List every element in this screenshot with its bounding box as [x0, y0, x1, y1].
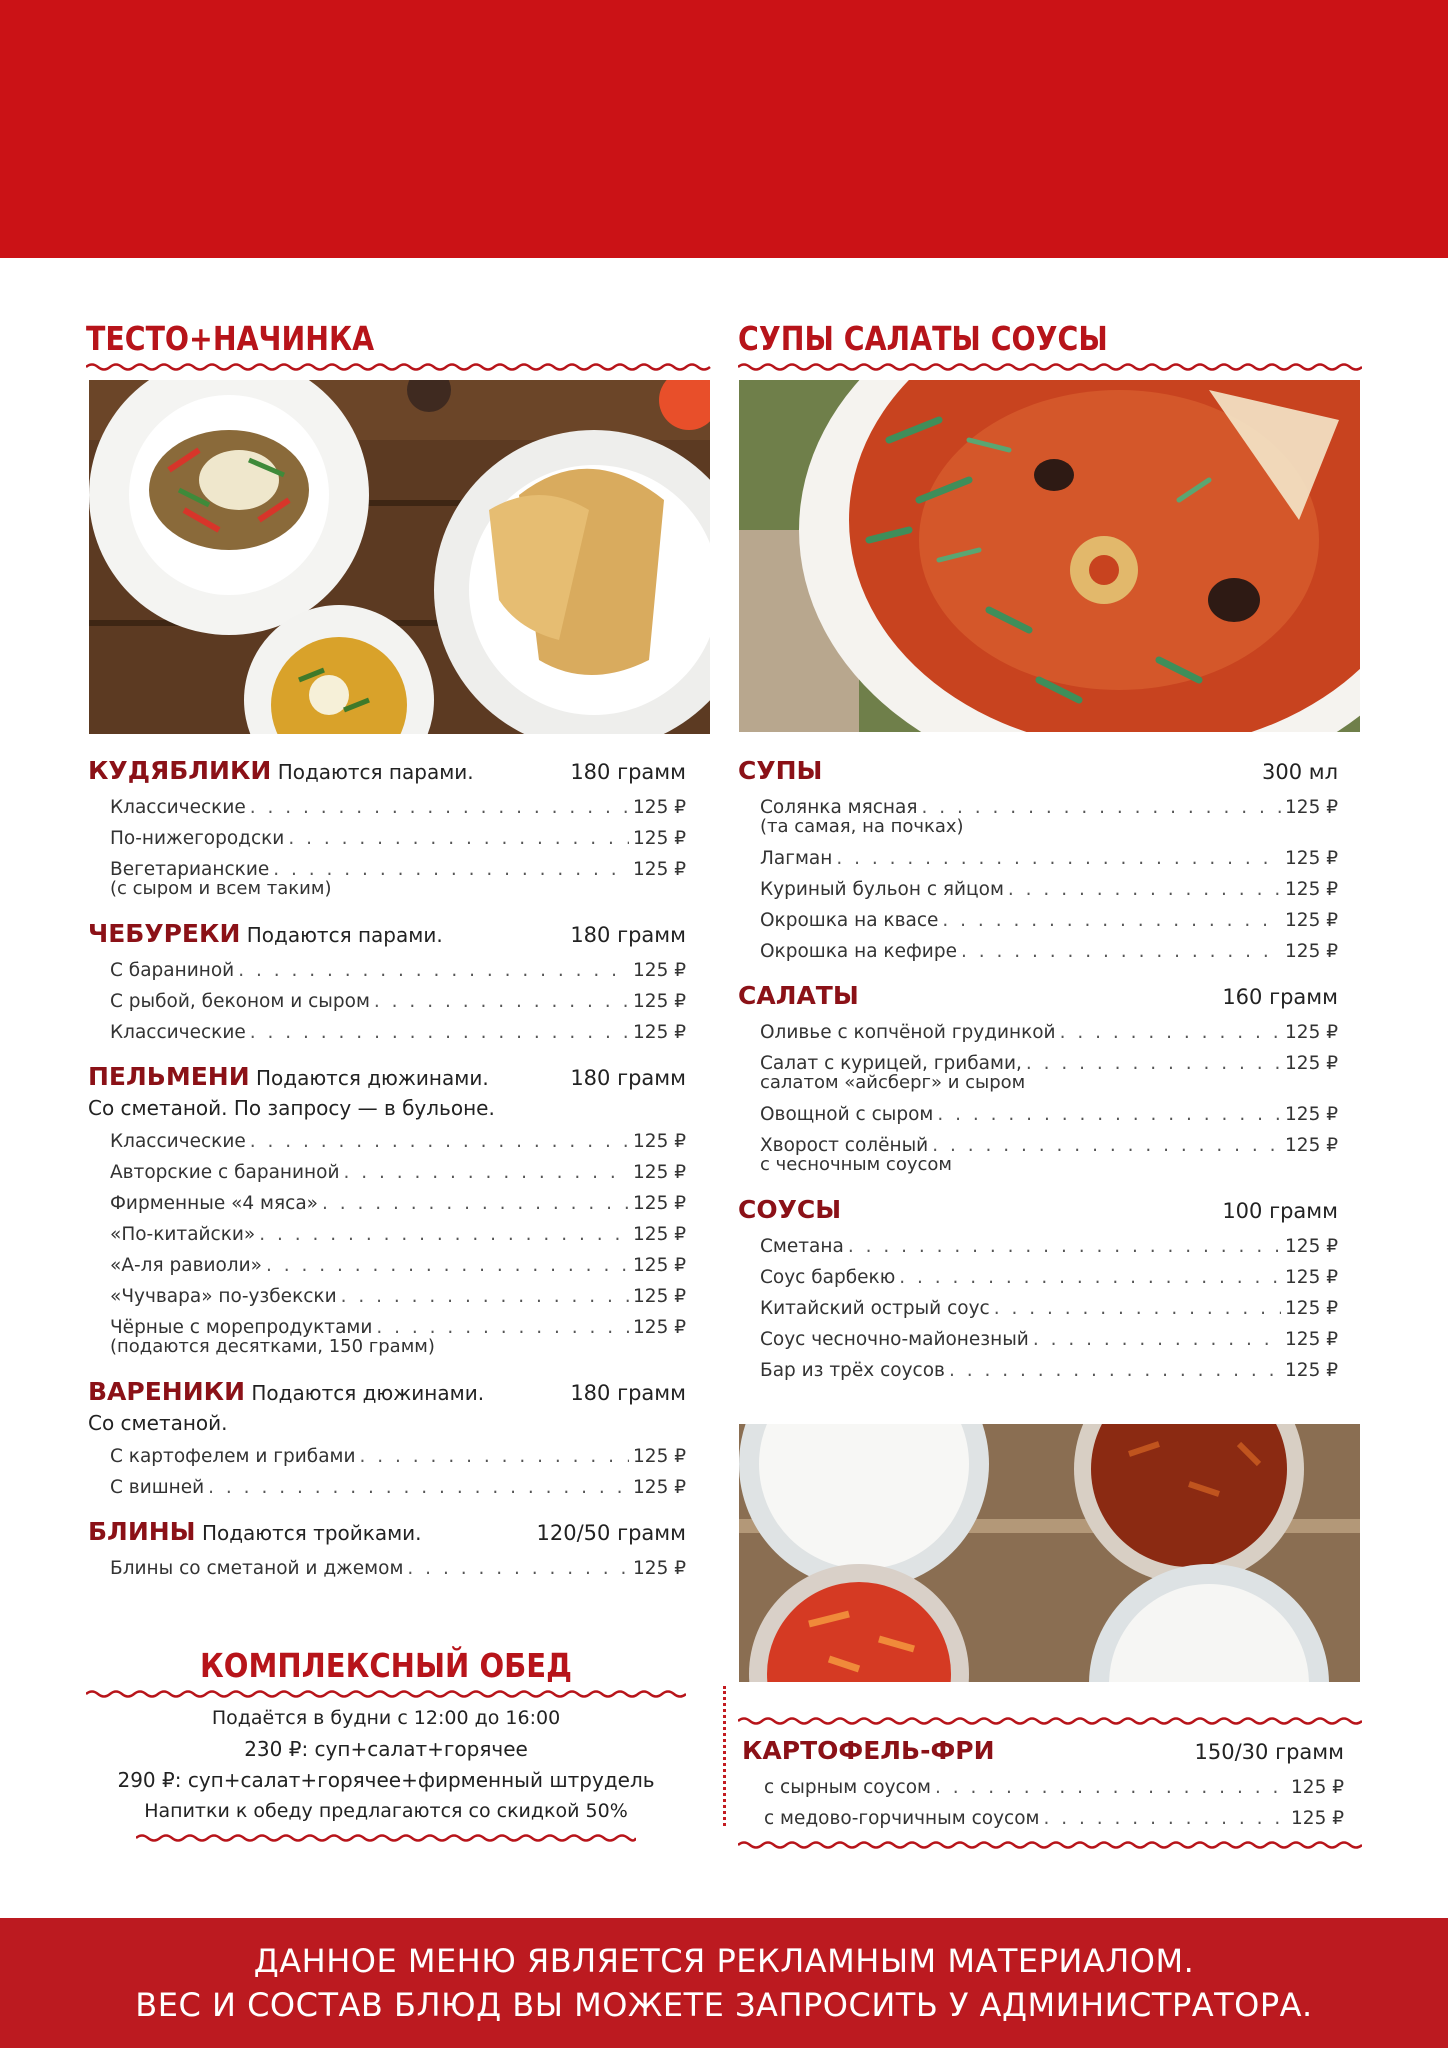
menu-item: Классические . . . 125 ₽	[88, 1126, 686, 1157]
complex-lunch-box	[86, 1645, 686, 1843]
menu-item: Сметана . . . 125 ₽	[738, 1231, 1338, 1262]
menu-item: Солянка мясная . . . 125 ₽	[738, 792, 1338, 823]
category-weight: 150/30 грамм	[1194, 1740, 1344, 1764]
category-note: Подаются дюжинами.	[251, 1381, 485, 1405]
menu-item: Классические . . . 125 ₽	[88, 792, 686, 823]
lunch-option-1	[86, 1734, 686, 1765]
menu-item: С картофелем и грибами . . . 125 ₽	[88, 1441, 686, 1472]
left-column	[86, 318, 711, 372]
menu-item: Авторские с бараниной . . . 125 ₽	[88, 1157, 686, 1188]
right-column	[738, 318, 1362, 372]
category-note: Подаются парами.	[246, 923, 443, 947]
menu-item: С вишней . . . 125 ₽	[88, 1472, 686, 1503]
footer-line-2: ВЕС И СОСТАВ БЛЮД ВЫ МОЖЕТЕ ЗАПРОСИТЬ У АДМИНИСТРАТОРА.	[135, 1986, 1313, 2024]
category-name: СУПЫ	[738, 756, 823, 785]
category-weight: 180 грамм	[570, 1066, 686, 1090]
category-weight: 160 грамм	[1222, 985, 1338, 1009]
category-name: ПЕЛЬМЕНИ	[88, 1062, 250, 1091]
menu-item-note: (та самая, на почках)	[760, 816, 964, 837]
category-subtitle: Со сметаной.	[88, 1411, 228, 1435]
menu-item: Вегетарианские . . . 125 ₽	[88, 854, 686, 885]
menu-item: Окрошка на кефире . . . 125 ₽	[738, 936, 1338, 967]
category-name: КУДЯБЛИКИ	[88, 756, 272, 785]
menu-item: Китайский острый соус . . . 125 ₽	[738, 1293, 1338, 1324]
menu-item: Салат с курицей, грибами, . . . 125 ₽	[738, 1048, 1338, 1079]
menu-item: Фирменные «4 мяса» . . . 125 ₽	[88, 1188, 686, 1219]
category-name: ЧЕБУРЕКИ	[88, 919, 241, 948]
title-wave-divider	[738, 362, 1362, 372]
category-name: СОУСЫ	[738, 1195, 842, 1224]
section-title-dough: ТЕСТО+НАЧИНКА	[86, 319, 375, 358]
category-name: КАРТОФЕЛЬ-ФРИ	[742, 1736, 995, 1765]
photo-dough-dishes	[89, 380, 710, 734]
menu-item: По-нижегородски . . . 125 ₽	[88, 823, 686, 854]
menu-item-note: (подаются десятками, 150 грамм)	[110, 1336, 435, 1357]
category-note: Подаются тройками.	[201, 1521, 422, 1545]
menu-item-note: с чесночным соусом	[760, 1154, 952, 1175]
lunch-option-2	[86, 1765, 686, 1796]
title-wave-divider	[86, 362, 711, 372]
category-weight: 300 мл	[1261, 760, 1338, 784]
footer-disclaimer	[0, 1918, 1448, 2048]
category-chebureki	[88, 919, 686, 1048]
menu-item: с медово-горчичным соусом . . . 125 ₽	[742, 1803, 1344, 1834]
lunch-drinks-note: Напитки к обеду предлагаются со скидкой 50%	[144, 1800, 628, 1822]
fries-wave-top	[738, 1716, 1362, 1726]
category-note: Подаются парами.	[277, 760, 474, 784]
lunch-desc-1: суп+салат+горячее	[314, 1737, 528, 1761]
category-name: САЛАТЫ	[738, 981, 859, 1010]
category-weight: 100 грамм	[1222, 1199, 1338, 1223]
category-weight: 180 грамм	[570, 760, 686, 784]
category-kudyabliki	[88, 756, 686, 905]
menu-item: «Чучвара» по-узбекски . . . 125 ₽	[88, 1281, 686, 1312]
menu-item: Бар из трёх соусов . . . 125 ₽	[738, 1355, 1338, 1386]
menu-item: Хворост солёный . . . 125 ₽	[738, 1130, 1338, 1161]
lunch-wave-top	[86, 1689, 686, 1699]
menu-item: Соус чесночно-майонезный . . . 125 ₽	[738, 1324, 1338, 1355]
menu-item: Окрошка на квасе . . . 125 ₽	[738, 905, 1338, 936]
footer-line-1: ДАННОЕ МЕНЮ ЯВЛЯЕТСЯ РЕКЛАМНЫМ МАТЕРИАЛОМ.	[253, 1942, 1195, 1980]
category-sauces	[738, 1195, 1338, 1386]
category-weight: 180 грамм	[570, 1381, 686, 1405]
category-weight: 180 грамм	[570, 923, 686, 947]
column-divider	[723, 1686, 726, 1826]
lunch-wave-bottom	[136, 1833, 636, 1843]
category-soups	[738, 756, 1338, 967]
menu-item: Куриный бульон с яйцом . . . 125 ₽	[738, 874, 1338, 905]
menu-item: «По-китайски» . . . 125 ₽	[88, 1219, 686, 1250]
menu-item: Оливье с копчёной грудинкой . . . 125 ₽	[738, 1017, 1338, 1048]
menu-item: Чёрные с морепродуктами . . . 125 ₽	[88, 1312, 686, 1343]
category-pelmeni	[88, 1062, 686, 1363]
lunch-price-2: 290 ₽:	[117, 1768, 182, 1792]
menu-item: Классические . . . 125 ₽	[88, 1017, 686, 1048]
category-vareniki	[88, 1377, 686, 1503]
lunch-title: КОМПЛЕКСНЫЙ ОБЕД	[200, 1646, 572, 1685]
menu-item: Овощной с сыром . . . 125 ₽	[738, 1099, 1338, 1130]
lunch-desc-2: суп+салат+горячее+фирменный штрудель	[187, 1768, 655, 1792]
menu-item: «А-ля равиоли» . . . 125 ₽	[88, 1250, 686, 1281]
category-weight: 120/50 грамм	[536, 1521, 686, 1545]
top-banner	[0, 0, 1448, 258]
photo-sauces	[739, 1424, 1360, 1682]
menu-item: Блины со сметаной и джемом . . . 125 ₽	[88, 1553, 686, 1584]
lunch-schedule: Подаётся в будни с 12:00 до 16:00	[211, 1707, 561, 1729]
category-name: БЛИНЫ	[88, 1517, 196, 1546]
section-title-soups: СУПЫ САЛАТЫ СОУСЫ	[738, 319, 1108, 358]
lunch-price-1: 230 ₽:	[244, 1737, 309, 1761]
menu-item-note: (с сыром и всем таким)	[110, 878, 332, 899]
fries-header	[742, 1736, 1344, 1772]
menu-item: С рыбой, беконом и сыром . . . 125 ₽	[88, 986, 686, 1017]
menu-item: Соус барбекю . . . 125 ₽	[738, 1262, 1338, 1293]
category-name: ВАРЕНИКИ	[88, 1377, 246, 1406]
category-subtitle: Со сметаной. По запросу — в бульоне.	[88, 1096, 495, 1120]
right-menu	[738, 756, 1338, 1400]
left-menu	[88, 756, 686, 1598]
fries-box	[738, 1716, 1362, 1850]
menu-item: С бараниной . . . 125 ₽	[88, 955, 686, 986]
menu-item-note: салатом «айсберг» и сыром	[760, 1072, 1026, 1093]
category-note: Подаются дюжинами.	[255, 1066, 489, 1090]
photo-solyanka	[739, 380, 1360, 732]
menu-item: с сырным соусом . . . 125 ₽	[742, 1772, 1344, 1803]
fries-wave-bottom	[738, 1840, 1362, 1850]
category-bliny	[88, 1517, 686, 1584]
category-salads	[738, 981, 1338, 1181]
menu-item: Лагман . . . 125 ₽	[738, 843, 1338, 874]
